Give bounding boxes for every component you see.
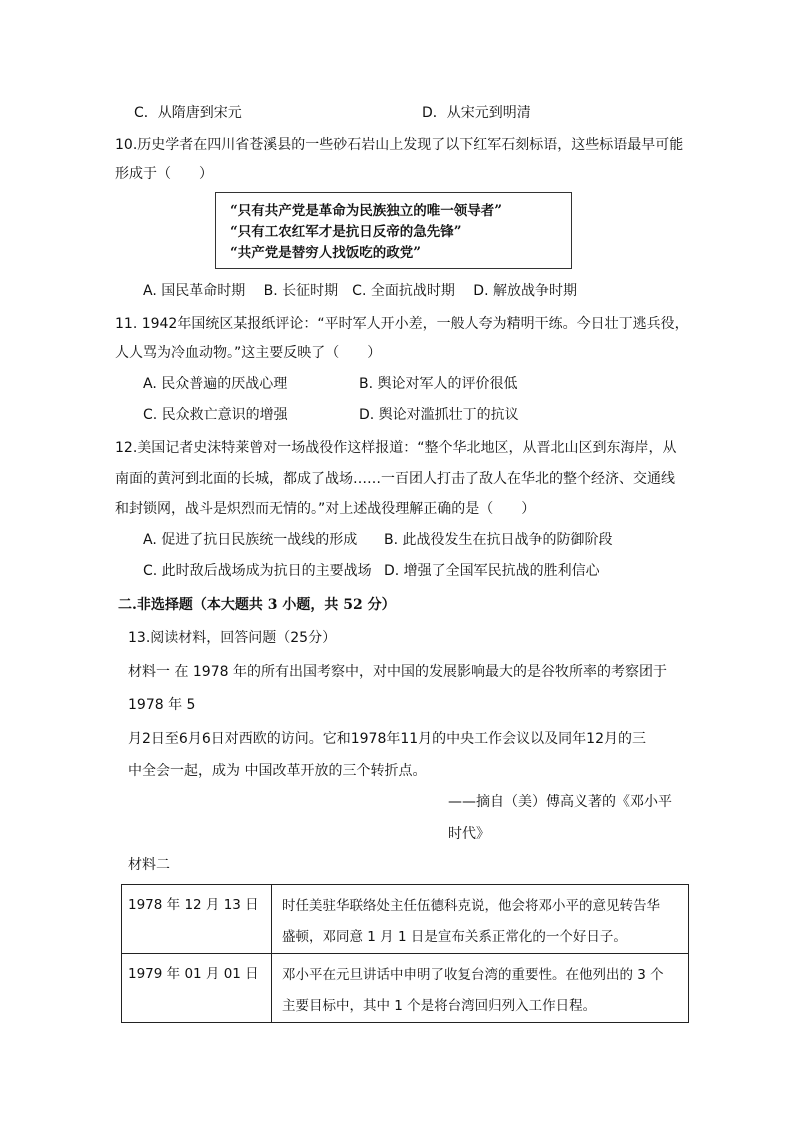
table-cell-date: 1978 年 12 月 13 日 bbox=[122, 885, 272, 954]
q11-stem-line1: 11. 1942年国统区某报纸评论：“平时军人开小差，一般人夸为精明干练。今日壮丁逃兵役， bbox=[115, 316, 689, 332]
table-cell-desc-line2: 主要目标中，其中 1 个是将台湾回归列入工作日程。 bbox=[282, 998, 597, 1014]
q13-source-line1: ——摘自（美）傅高义著的《邓小平 bbox=[448, 794, 672, 810]
q13-source-line2: 时代》 bbox=[448, 826, 490, 842]
section2-heading: 二.非选择题（本大题共 3 小题，共 52 分） bbox=[118, 597, 396, 613]
q12-stem-line1: 12.美国记者史沫特莱曾对一场战役作这样报道：“整个华北地区，从晋北山区到东海岸，从 bbox=[115, 440, 677, 456]
q10-slogan-3: “共产党是替穷人找饭吃的政党” bbox=[230, 245, 422, 261]
q11-option-a: A. 民众普遍的厌战心理 bbox=[143, 376, 288, 392]
q10-slogan-1: “只有共产党是革命为民族独立的唯一领导者” bbox=[230, 203, 503, 219]
q11-option-b: B. 舆论对军人的评价很低 bbox=[359, 376, 518, 392]
q13-material2-label: 材料二 bbox=[128, 857, 170, 873]
q13-material1-line4: 中全会一起，成为 中国改革开放的三个转折点。 bbox=[128, 763, 427, 779]
q13-material1-line1: 材料一 在 1978 年的所有出国考察中，对中国的发展影响最大的是谷牧所率的考察团于 bbox=[128, 664, 667, 680]
table-cell-desc-line1: 邓小平在元旦讲话中申明了收复台湾的重要性。在他列出的 3 个 bbox=[282, 967, 664, 983]
q12-option-a: A. 促进了抗日民族统一战线的形成 bbox=[143, 532, 358, 548]
table-cell-desc-line1: 时任美驻华联络处主任伍德科克说，他会将邓小平的意见转告华 bbox=[282, 898, 660, 914]
q9-option-c: C．从隋唐到宋元 bbox=[134, 105, 242, 121]
q13-material2-table bbox=[121, 884, 689, 1023]
q11-option-c: C. 民众救亡意识的增强 bbox=[143, 407, 288, 423]
q12-stem-line3: 和封锁网，战斗是炽烈而无情的。”对上述战役理解正确的是（ ） bbox=[115, 501, 536, 517]
table-cell-desc bbox=[272, 954, 689, 1023]
q10-options: A. 国民革命时期 B. 长征时期 C. 全面抗战时期 D. 解放战争时期 bbox=[143, 283, 577, 299]
q11-stem-line2: 人人骂为冷血动物。”这主要反映了（ ） bbox=[115, 345, 382, 361]
q10-slogan-box bbox=[215, 192, 572, 269]
table-row bbox=[122, 885, 689, 954]
q10-stem-line1: 10.历史学者在四川省苍溪县的一些砂石岩山上发现了以下红军石刻标语，这些标语最早可能 bbox=[115, 137, 684, 153]
table-cell-desc-line2: 盛顿，邓同意 1 月 1 日是宣布关系正常化的一个好日子。 bbox=[282, 929, 627, 945]
q13-material1-line2: 1978 年 5 bbox=[128, 697, 196, 713]
q13-stem: 13.阅读材料，回答问题（25分） bbox=[128, 630, 337, 646]
q12-option-c: C. 此时敌后战场成为抗日的主要战场 bbox=[143, 563, 372, 579]
table-cell-date: 1979 年 01 月 01 日 bbox=[122, 954, 272, 1023]
q12-option-d: D. 增强了全国军民抗战的胜利信心 bbox=[384, 563, 600, 579]
q9-option-d: D．从宋元到明清 bbox=[422, 105, 531, 121]
q13-material1-line3: 月2日至6月6日对西欧的访问。它和1978年11月的中央工作会议以及同年12月的三 bbox=[128, 731, 646, 747]
table-cell-desc bbox=[272, 885, 689, 954]
q11-option-d: D. 舆论对滥抓壮丁的抗议 bbox=[359, 407, 519, 423]
table-row bbox=[122, 954, 689, 1023]
q10-stem-line2: 形成于（ ） bbox=[115, 166, 213, 182]
q12-option-b: B. 此战役发生在抗日战争的防御阶段 bbox=[384, 532, 613, 548]
q12-stem-line2: 南面的黄河到北面的长城，都成了战场……一百团人打击了敌人在华北的整个经济、交通线 bbox=[115, 471, 675, 487]
q10-slogan-2: “只有工农红军才是抗日反帝的急先锋” bbox=[230, 224, 462, 240]
